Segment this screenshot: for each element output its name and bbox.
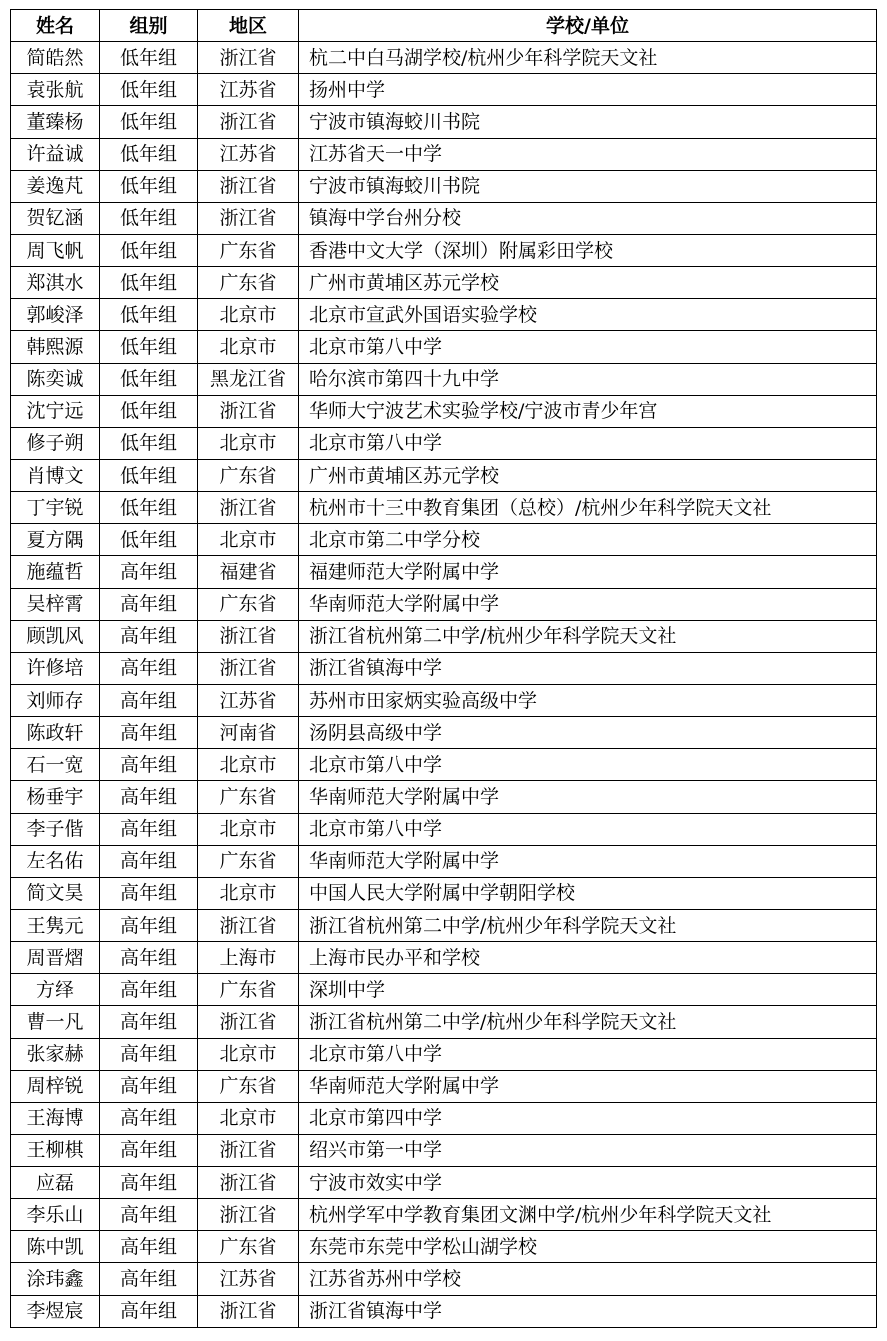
- cell-group: 低年组: [100, 395, 198, 427]
- cell-region: 浙江省: [198, 1134, 299, 1166]
- cell-name: 李子偕: [11, 813, 100, 845]
- table-row: [11, 1199, 877, 1231]
- cell-group: 高年组: [100, 909, 198, 941]
- cell-region: 江苏省: [198, 1263, 299, 1295]
- cell-name: 周飞帆: [11, 234, 100, 266]
- cell-name: 简文昊: [11, 877, 100, 909]
- cell-region: 浙江省: [198, 492, 299, 524]
- table-row: [11, 1006, 877, 1038]
- cell-region: 浙江省: [198, 106, 299, 138]
- cell-school: 北京市第八中学: [299, 1038, 877, 1070]
- cell-region: 广东省: [198, 781, 299, 813]
- cell-region: 广东省: [198, 974, 299, 1006]
- table-row: [11, 813, 877, 845]
- table-header-row: [11, 10, 877, 42]
- cell-name: 石一宽: [11, 749, 100, 781]
- cell-name: 周晋熠: [11, 942, 100, 974]
- cell-name: 肖博文: [11, 459, 100, 491]
- table-row: [11, 652, 877, 684]
- cell-name: 吴梓霄: [11, 588, 100, 620]
- table-row: [11, 170, 877, 202]
- table-row: [11, 1038, 877, 1070]
- cell-school: 北京市第四中学: [299, 1102, 877, 1134]
- cell-region: 广东省: [198, 1070, 299, 1102]
- cell-school: 苏州市田家炳实验高级中学: [299, 684, 877, 716]
- header-group: 组别: [100, 10, 198, 42]
- table-row: [11, 1102, 877, 1134]
- cell-school: 绍兴市第一中学: [299, 1134, 877, 1166]
- cell-group: 高年组: [100, 1006, 198, 1038]
- cell-group: 高年组: [100, 1199, 198, 1231]
- cell-group: 高年组: [100, 620, 198, 652]
- cell-school: 杭二中白马湖学校/杭州少年科学院天文社: [299, 42, 877, 74]
- cell-region: 广东省: [198, 588, 299, 620]
- cell-region: 广东省: [198, 1231, 299, 1263]
- table-row: [11, 877, 877, 909]
- cell-region: 北京市: [198, 749, 299, 781]
- cell-school: 浙江省镇海中学: [299, 1295, 877, 1327]
- cell-name: 郑淇水: [11, 267, 100, 299]
- table-row: [11, 42, 877, 74]
- table-row: [11, 524, 877, 556]
- cell-school: 华南师范大学附属中学: [299, 1070, 877, 1102]
- cell-name: 董臻杨: [11, 106, 100, 138]
- cell-school: 汤阴县高级中学: [299, 717, 877, 749]
- cell-region: 福建省: [198, 556, 299, 588]
- cell-name: 方绎: [11, 974, 100, 1006]
- cell-name: 李乐山: [11, 1199, 100, 1231]
- cell-group: 高年组: [100, 1167, 198, 1199]
- table-row: [11, 1263, 877, 1295]
- cell-group: 高年组: [100, 684, 198, 716]
- cell-school: 北京市宣武外国语实验学校: [299, 299, 877, 331]
- cell-group: 高年组: [100, 781, 198, 813]
- table-row: [11, 459, 877, 491]
- cell-region: 浙江省: [198, 652, 299, 684]
- cell-region: 浙江省: [198, 202, 299, 234]
- cell-school: 香港中文大学（深圳）附属彩田学校: [299, 234, 877, 266]
- cell-school: 北京市第八中学: [299, 813, 877, 845]
- cell-region: 广东省: [198, 267, 299, 299]
- cell-region: 浙江省: [198, 42, 299, 74]
- cell-region: 江苏省: [198, 684, 299, 716]
- cell-name: 刘师存: [11, 684, 100, 716]
- cell-name: 简皓然: [11, 42, 100, 74]
- table-row: [11, 749, 877, 781]
- cell-region: 浙江省: [198, 909, 299, 941]
- cell-region: 北京市: [198, 1038, 299, 1070]
- cell-name: 陈中凯: [11, 1231, 100, 1263]
- header-name: 姓名: [11, 10, 100, 42]
- cell-name: 陈政轩: [11, 717, 100, 749]
- table-row: [11, 299, 877, 331]
- cell-school: 江苏省苏州中学校: [299, 1263, 877, 1295]
- cell-name: 王隽元: [11, 909, 100, 941]
- table-row: [11, 620, 877, 652]
- cell-school: 北京市第八中学: [299, 331, 877, 363]
- table-row: [11, 106, 877, 138]
- cell-region: 北京市: [198, 1102, 299, 1134]
- cell-name: 周梓锐: [11, 1070, 100, 1102]
- cell-name: 郭峻泽: [11, 299, 100, 331]
- cell-region: 浙江省: [198, 170, 299, 202]
- cell-region: 河南省: [198, 717, 299, 749]
- cell-region: 北京市: [198, 524, 299, 556]
- table-row: [11, 1070, 877, 1102]
- cell-region: 北京市: [198, 427, 299, 459]
- cell-name: 应磊: [11, 1167, 100, 1199]
- cell-group: 低年组: [100, 42, 198, 74]
- cell-group: 高年组: [100, 1231, 198, 1263]
- table-row: [11, 74, 877, 106]
- table-row: [11, 363, 877, 395]
- cell-region: 北京市: [198, 299, 299, 331]
- cell-group: 高年组: [100, 1070, 198, 1102]
- cell-group: 低年组: [100, 202, 198, 234]
- cell-school: 宁波市效实中学: [299, 1167, 877, 1199]
- table-row: [11, 845, 877, 877]
- cell-school: 广州市黄埔区苏元学校: [299, 267, 877, 299]
- cell-group: 高年组: [100, 556, 198, 588]
- cell-school: 江苏省天一中学: [299, 138, 877, 170]
- table-row: [11, 427, 877, 459]
- cell-region: 江苏省: [198, 138, 299, 170]
- cell-group: 高年组: [100, 749, 198, 781]
- cell-group: 低年组: [100, 299, 198, 331]
- cell-group: 低年组: [100, 492, 198, 524]
- cell-school: 浙江省杭州第二中学/杭州少年科学院天文社: [299, 620, 877, 652]
- cell-name: 涂玮鑫: [11, 1263, 100, 1295]
- cell-region: 广东省: [198, 459, 299, 491]
- cell-group: 高年组: [100, 1038, 198, 1070]
- cell-group: 高年组: [100, 974, 198, 1006]
- cell-name: 张家赫: [11, 1038, 100, 1070]
- cell-school: 杭州市十三中教育集团（总校）/杭州少年科学院天文社: [299, 492, 877, 524]
- cell-name: 杨垂宇: [11, 781, 100, 813]
- cell-region: 浙江省: [198, 395, 299, 427]
- roster-table: [10, 9, 877, 1328]
- cell-group: 高年组: [100, 717, 198, 749]
- cell-group: 低年组: [100, 459, 198, 491]
- table-row: [11, 395, 877, 427]
- table-row: [11, 202, 877, 234]
- cell-group: 低年组: [100, 138, 198, 170]
- cell-name: 许益诚: [11, 138, 100, 170]
- cell-name: 沈宁远: [11, 395, 100, 427]
- cell-region: 浙江省: [198, 620, 299, 652]
- cell-name: 王柳棋: [11, 1134, 100, 1166]
- header-region: 地区: [198, 10, 299, 42]
- table-row: [11, 1295, 877, 1327]
- header-school: 学校/单位: [299, 10, 877, 42]
- cell-name: 贺钇涵: [11, 202, 100, 234]
- cell-school: 华南师范大学附属中学: [299, 588, 877, 620]
- cell-school: 哈尔滨市第四十九中学: [299, 363, 877, 395]
- table-row: [11, 1134, 877, 1166]
- cell-school: 华南师范大学附属中学: [299, 845, 877, 877]
- cell-group: 高年组: [100, 877, 198, 909]
- cell-region: 广东省: [198, 234, 299, 266]
- table-row: [11, 138, 877, 170]
- cell-name: 丁宇锐: [11, 492, 100, 524]
- table-row: [11, 556, 877, 588]
- cell-school: 杭州学军中学教育集团文渊中学/杭州少年科学院天文社: [299, 1199, 877, 1231]
- cell-school: 东莞市东莞中学松山湖学校: [299, 1231, 877, 1263]
- table-row: [11, 909, 877, 941]
- cell-school: 北京市第二中学分校: [299, 524, 877, 556]
- cell-group: 高年组: [100, 588, 198, 620]
- cell-group: 高年组: [100, 1102, 198, 1134]
- table-row: [11, 717, 877, 749]
- cell-school: 浙江省镇海中学: [299, 652, 877, 684]
- cell-region: 北京市: [198, 331, 299, 363]
- cell-name: 王海博: [11, 1102, 100, 1134]
- cell-school: 北京市第八中学: [299, 749, 877, 781]
- cell-group: 高年组: [100, 1263, 198, 1295]
- cell-school: 福建师范大学附属中学: [299, 556, 877, 588]
- cell-name: 姜逸芃: [11, 170, 100, 202]
- cell-school: 广州市黄埔区苏元学校: [299, 459, 877, 491]
- table-row: [11, 234, 877, 266]
- cell-region: 江苏省: [198, 74, 299, 106]
- cell-school: 北京市第八中学: [299, 427, 877, 459]
- cell-region: 浙江省: [198, 1295, 299, 1327]
- cell-name: 李煜宸: [11, 1295, 100, 1327]
- cell-school: 华师大宁波艺术实验学校/宁波市青少年宫: [299, 395, 877, 427]
- cell-name: 陈奕诚: [11, 363, 100, 395]
- table-row: [11, 942, 877, 974]
- cell-name: 顾凯风: [11, 620, 100, 652]
- cell-group: 高年组: [100, 942, 198, 974]
- cell-group: 低年组: [100, 170, 198, 202]
- cell-name: 左名佑: [11, 845, 100, 877]
- cell-group: 低年组: [100, 74, 198, 106]
- cell-region: 北京市: [198, 877, 299, 909]
- cell-group: 高年组: [100, 1134, 198, 1166]
- cell-school: 华南师范大学附属中学: [299, 781, 877, 813]
- table-row: [11, 1167, 877, 1199]
- table-row: [11, 588, 877, 620]
- cell-school: 浙江省杭州第二中学/杭州少年科学院天文社: [299, 909, 877, 941]
- cell-name: 袁张航: [11, 74, 100, 106]
- cell-name: 施蕴哲: [11, 556, 100, 588]
- cell-region: 北京市: [198, 813, 299, 845]
- cell-name: 曹一凡: [11, 1006, 100, 1038]
- cell-group: 低年组: [100, 267, 198, 299]
- cell-region: 浙江省: [198, 1167, 299, 1199]
- table-row: [11, 267, 877, 299]
- table-body: [11, 42, 877, 1328]
- cell-group: 低年组: [100, 524, 198, 556]
- table-row: [11, 781, 877, 813]
- table-row: [11, 1231, 877, 1263]
- cell-group: 高年组: [100, 813, 198, 845]
- cell-region: 上海市: [198, 942, 299, 974]
- cell-name: 夏方隅: [11, 524, 100, 556]
- cell-group: 低年组: [100, 427, 198, 459]
- cell-region: 浙江省: [198, 1006, 299, 1038]
- cell-group: 低年组: [100, 331, 198, 363]
- cell-school: 中国人民大学附属中学朝阳学校: [299, 877, 877, 909]
- table-row: [11, 331, 877, 363]
- cell-school: 上海市民办平和学校: [299, 942, 877, 974]
- roster-sheet: [10, 9, 876, 1328]
- cell-group: 低年组: [100, 106, 198, 138]
- cell-school: 深圳中学: [299, 974, 877, 1006]
- cell-group: 低年组: [100, 234, 198, 266]
- cell-group: 低年组: [100, 363, 198, 395]
- cell-region: 黑龙江省: [198, 363, 299, 395]
- cell-region: 浙江省: [198, 1199, 299, 1231]
- cell-name: 许修培: [11, 652, 100, 684]
- cell-school: 镇海中学台州分校: [299, 202, 877, 234]
- cell-group: 高年组: [100, 1295, 198, 1327]
- table-row: [11, 492, 877, 524]
- cell-region: 广东省: [198, 845, 299, 877]
- cell-school: 扬州中学: [299, 74, 877, 106]
- cell-group: 高年组: [100, 652, 198, 684]
- cell-school: 宁波市镇海蛟川书院: [299, 170, 877, 202]
- cell-school: 浙江省杭州第二中学/杭州少年科学院天文社: [299, 1006, 877, 1038]
- table-row: [11, 684, 877, 716]
- cell-name: 韩熙源: [11, 331, 100, 363]
- cell-school: 宁波市镇海蛟川书院: [299, 106, 877, 138]
- table-row: [11, 974, 877, 1006]
- cell-group: 高年组: [100, 845, 198, 877]
- cell-name: 修子朔: [11, 427, 100, 459]
